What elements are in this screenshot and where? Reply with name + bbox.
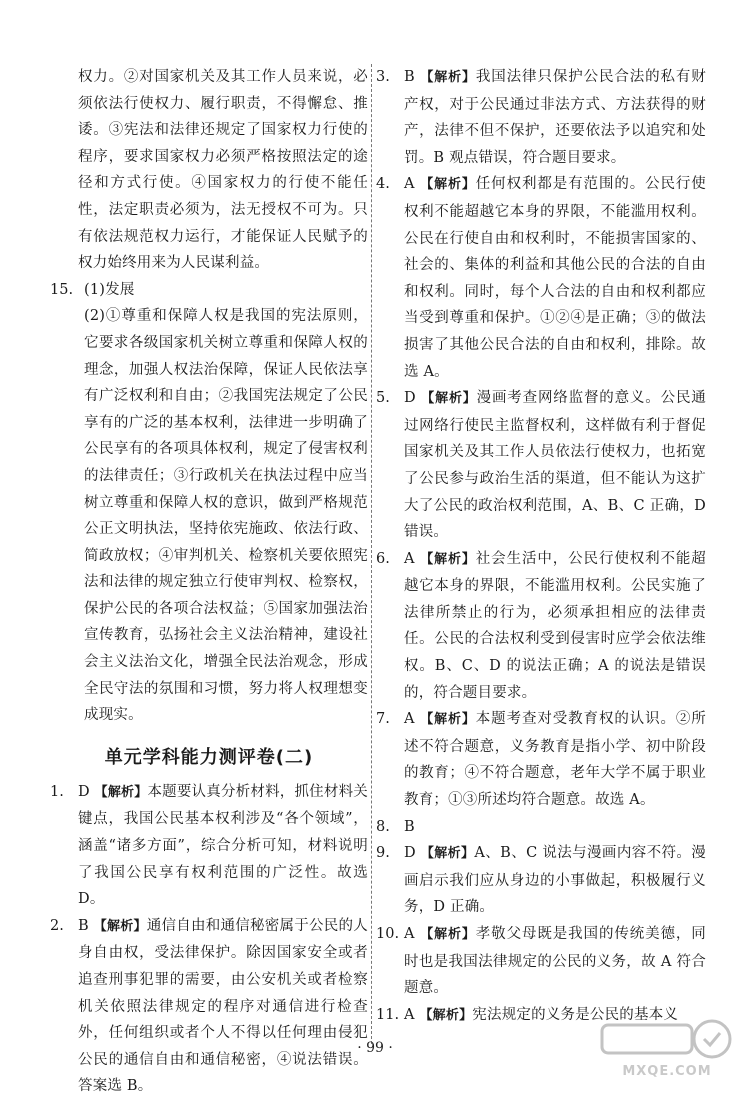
- answer-number: 2.: [50, 917, 64, 934]
- answer-number: 7.: [376, 711, 390, 728]
- answer-5: [376, 385, 706, 546]
- answer-6: [376, 546, 706, 707]
- answer-number: 10.: [376, 926, 400, 942]
- answer-choice: A: [404, 711, 415, 728]
- left-column: [50, 64, 368, 1100]
- q15-part-1: (1)发展: [84, 281, 135, 298]
- watermark-stamp-icon: [592, 1019, 742, 1063]
- watermark-logo: [592, 1019, 742, 1081]
- page-number: · 99 ·: [357, 1040, 393, 1056]
- answer-9: [376, 840, 706, 921]
- answer-explanation: 任何权利都是有范围的。公民行使权利不能超越它本身的界限，不能滥用权利。公民在行使自由和权利时，不能损害国家的、社会的、集体的利益和其他公民的合法的自由和权利。同时，每个人合法的自由和权利都应当受到尊重和保护。①②④是正确；③的做法损害了其他公民合法的自由和权利，排除。故选 A。: [404, 176, 707, 380]
- question-number: 15.: [50, 281, 74, 298]
- analysis-tag: 【解析】: [421, 391, 477, 407]
- answer-explanation: 本题考查对受教育权的认识。②所述不符合题意，义务教育是指小学、初中阶段的教育；④不符合题意，老年大学不属于职业教育；①③所述均符合题意。故选 A。: [404, 711, 707, 809]
- q14-continuation: 权力。②对国家机关及其工作人员来说，必须依法行使权力、履行职责，不得懈怠、推诿。③宪法和法律还规定了国家权力行使的程序，要求国家权力必须严格按照法定的途径和方式行使。④国家权力的行使不能任性，法定职责必须为，法无授权不可为。只有依法规范权力运行，才能保证人民赋予的权力始终用来为人民谋利益。: [78, 69, 368, 272]
- answer-explanation: 宪法规定的义务是公民的基本义: [472, 1006, 679, 1023]
- answer-number: 4.: [376, 176, 390, 193]
- right-column: [376, 64, 706, 1029]
- answer-choice: A: [404, 550, 415, 567]
- analysis-tag: 【解析】: [420, 927, 476, 942]
- answer-explanation: 本题要认真分析材料，抓住材料关键点，我国公民基本权利涉及“各个领域”，涵盖“诸多方面”，综合分析可知，材料说明了我国公民享有权利范围的广泛性。故选 D。: [78, 783, 368, 908]
- answer-choice: D: [404, 845, 416, 862]
- watermark-text: MXQE.COM: [622, 1064, 712, 1079]
- analysis-tag: 【解析】: [420, 551, 476, 567]
- question-15: [50, 277, 368, 729]
- analysis-tag: 【解析】: [420, 177, 476, 193]
- answer-7: [376, 706, 706, 813]
- answer-choice: D: [404, 390, 416, 407]
- answer-number: 1.: [50, 783, 64, 800]
- answer-2: [50, 913, 368, 1100]
- answer-explanation: 我国法律只保护公民合法的私有财产权，对于公民通过非法方式、方法获得的财产，法律不但不保护，还要依法予以追究和处罚。B 观点错误，符合题目要求。: [404, 69, 706, 166]
- answer-number: 6.: [376, 550, 390, 567]
- answer-10: [376, 921, 706, 1002]
- analysis-tag: 【解析】: [419, 1007, 473, 1023]
- answer-number: 3.: [376, 69, 390, 85]
- answer-1: [50, 779, 368, 913]
- q15-part-2: (2)①尊重和保障人权是我国的宪法原则，它要求各级国家机关树立尊重和保障人权的理念，加强人权法治保障，保证人民依法享有广泛权利和自由；②我国宪法规定了公民享有的广泛的基本权利，法律进一步明确了公民享有的各项具体权利，规定了侵害权利的法律责任；③行政机关在执法过程中应当树立尊重和保障人权的意识，做到严格规范公正文明执法，坚持依宪施政、依法行政、简政放权；④审判机关、检察机关要依照宪法和法律的规定独立行使审判权、检察权，保护公民的各项合法权益；⑤国家加强法治宣传教育，弘扬社会主义法治精神，建设社会主义法治文化，增强全民法治观念，形成全民守法的氛围和习惯，努力将人权理想变成现实。: [84, 308, 368, 724]
- answer-8: [376, 814, 706, 841]
- answer-choice: B: [404, 818, 415, 835]
- answer-explanation: 漫画考查网络监督的意义。公民通过网络行使民主监督权利，这样做有利于督促国家机关及其工作人员依法行使权力，也拓宽了公民参与政治生活的渠道，但不能认为这扩大了公民的政治权利范围，A、B、C 正确，D 错误。: [404, 390, 707, 541]
- answer-number: 5.: [376, 390, 390, 407]
- answer-choice: D: [78, 783, 90, 800]
- answer-explanation: 孝敬父母既是我国的传统美德，同时也是我国法律规定的公民的义务，故 A 符合题意。: [404, 926, 707, 997]
- answer-explanation: A、B、C 说法与漫画内容不符。漫画启示我们应从身边的小事做起，积极履行义务，D 正确。: [404, 845, 706, 916]
- answer-3: [376, 64, 706, 171]
- analysis-tag: 【解析】: [420, 712, 476, 728]
- answer-choice: A: [404, 926, 415, 942]
- answer-choice: B: [78, 917, 89, 934]
- analysis-tag: 【解析】: [420, 70, 476, 85]
- answer-explanation: 社会生活中，公民行使权利不能超越它本身的界限，不能滥用权利。公民实施了法律所禁止的行为，必须承担相应的法律责任。公民的合法权利受到侵害时应学会依法维权。B、C、D 的说法正确；A 的说法是错误的，符合题目要求。: [404, 550, 707, 701]
- answer-choice: A: [404, 176, 415, 193]
- analysis-tag: 【解析】: [93, 918, 147, 934]
- section-title: 单元学科能力测评卷(二): [104, 746, 314, 768]
- column-divider: [371, 64, 372, 1044]
- answer-choice: B: [404, 69, 415, 85]
- answer-4: [376, 171, 706, 385]
- answer-number: 9.: [376, 845, 390, 862]
- answer-number: 11.: [376, 1006, 400, 1023]
- answer-number: 8.: [376, 818, 390, 835]
- analysis-tag: 【解析】: [94, 784, 148, 800]
- analysis-tag: 【解析】: [420, 846, 475, 862]
- answer-choice: A: [404, 1006, 415, 1023]
- answer-explanation: 通信自由和通信秘密属于公民的人身自由权，受法律保护。除因国家安全或者追查刑事犯罪的需要，由公安机关或者检察机关依照法律规定的程序对通信进行检查外，任何组织或者个人不得以任何理由侵犯公民的通信自由和通信秘密，④说法错误。答案选 B。: [78, 917, 368, 1095]
